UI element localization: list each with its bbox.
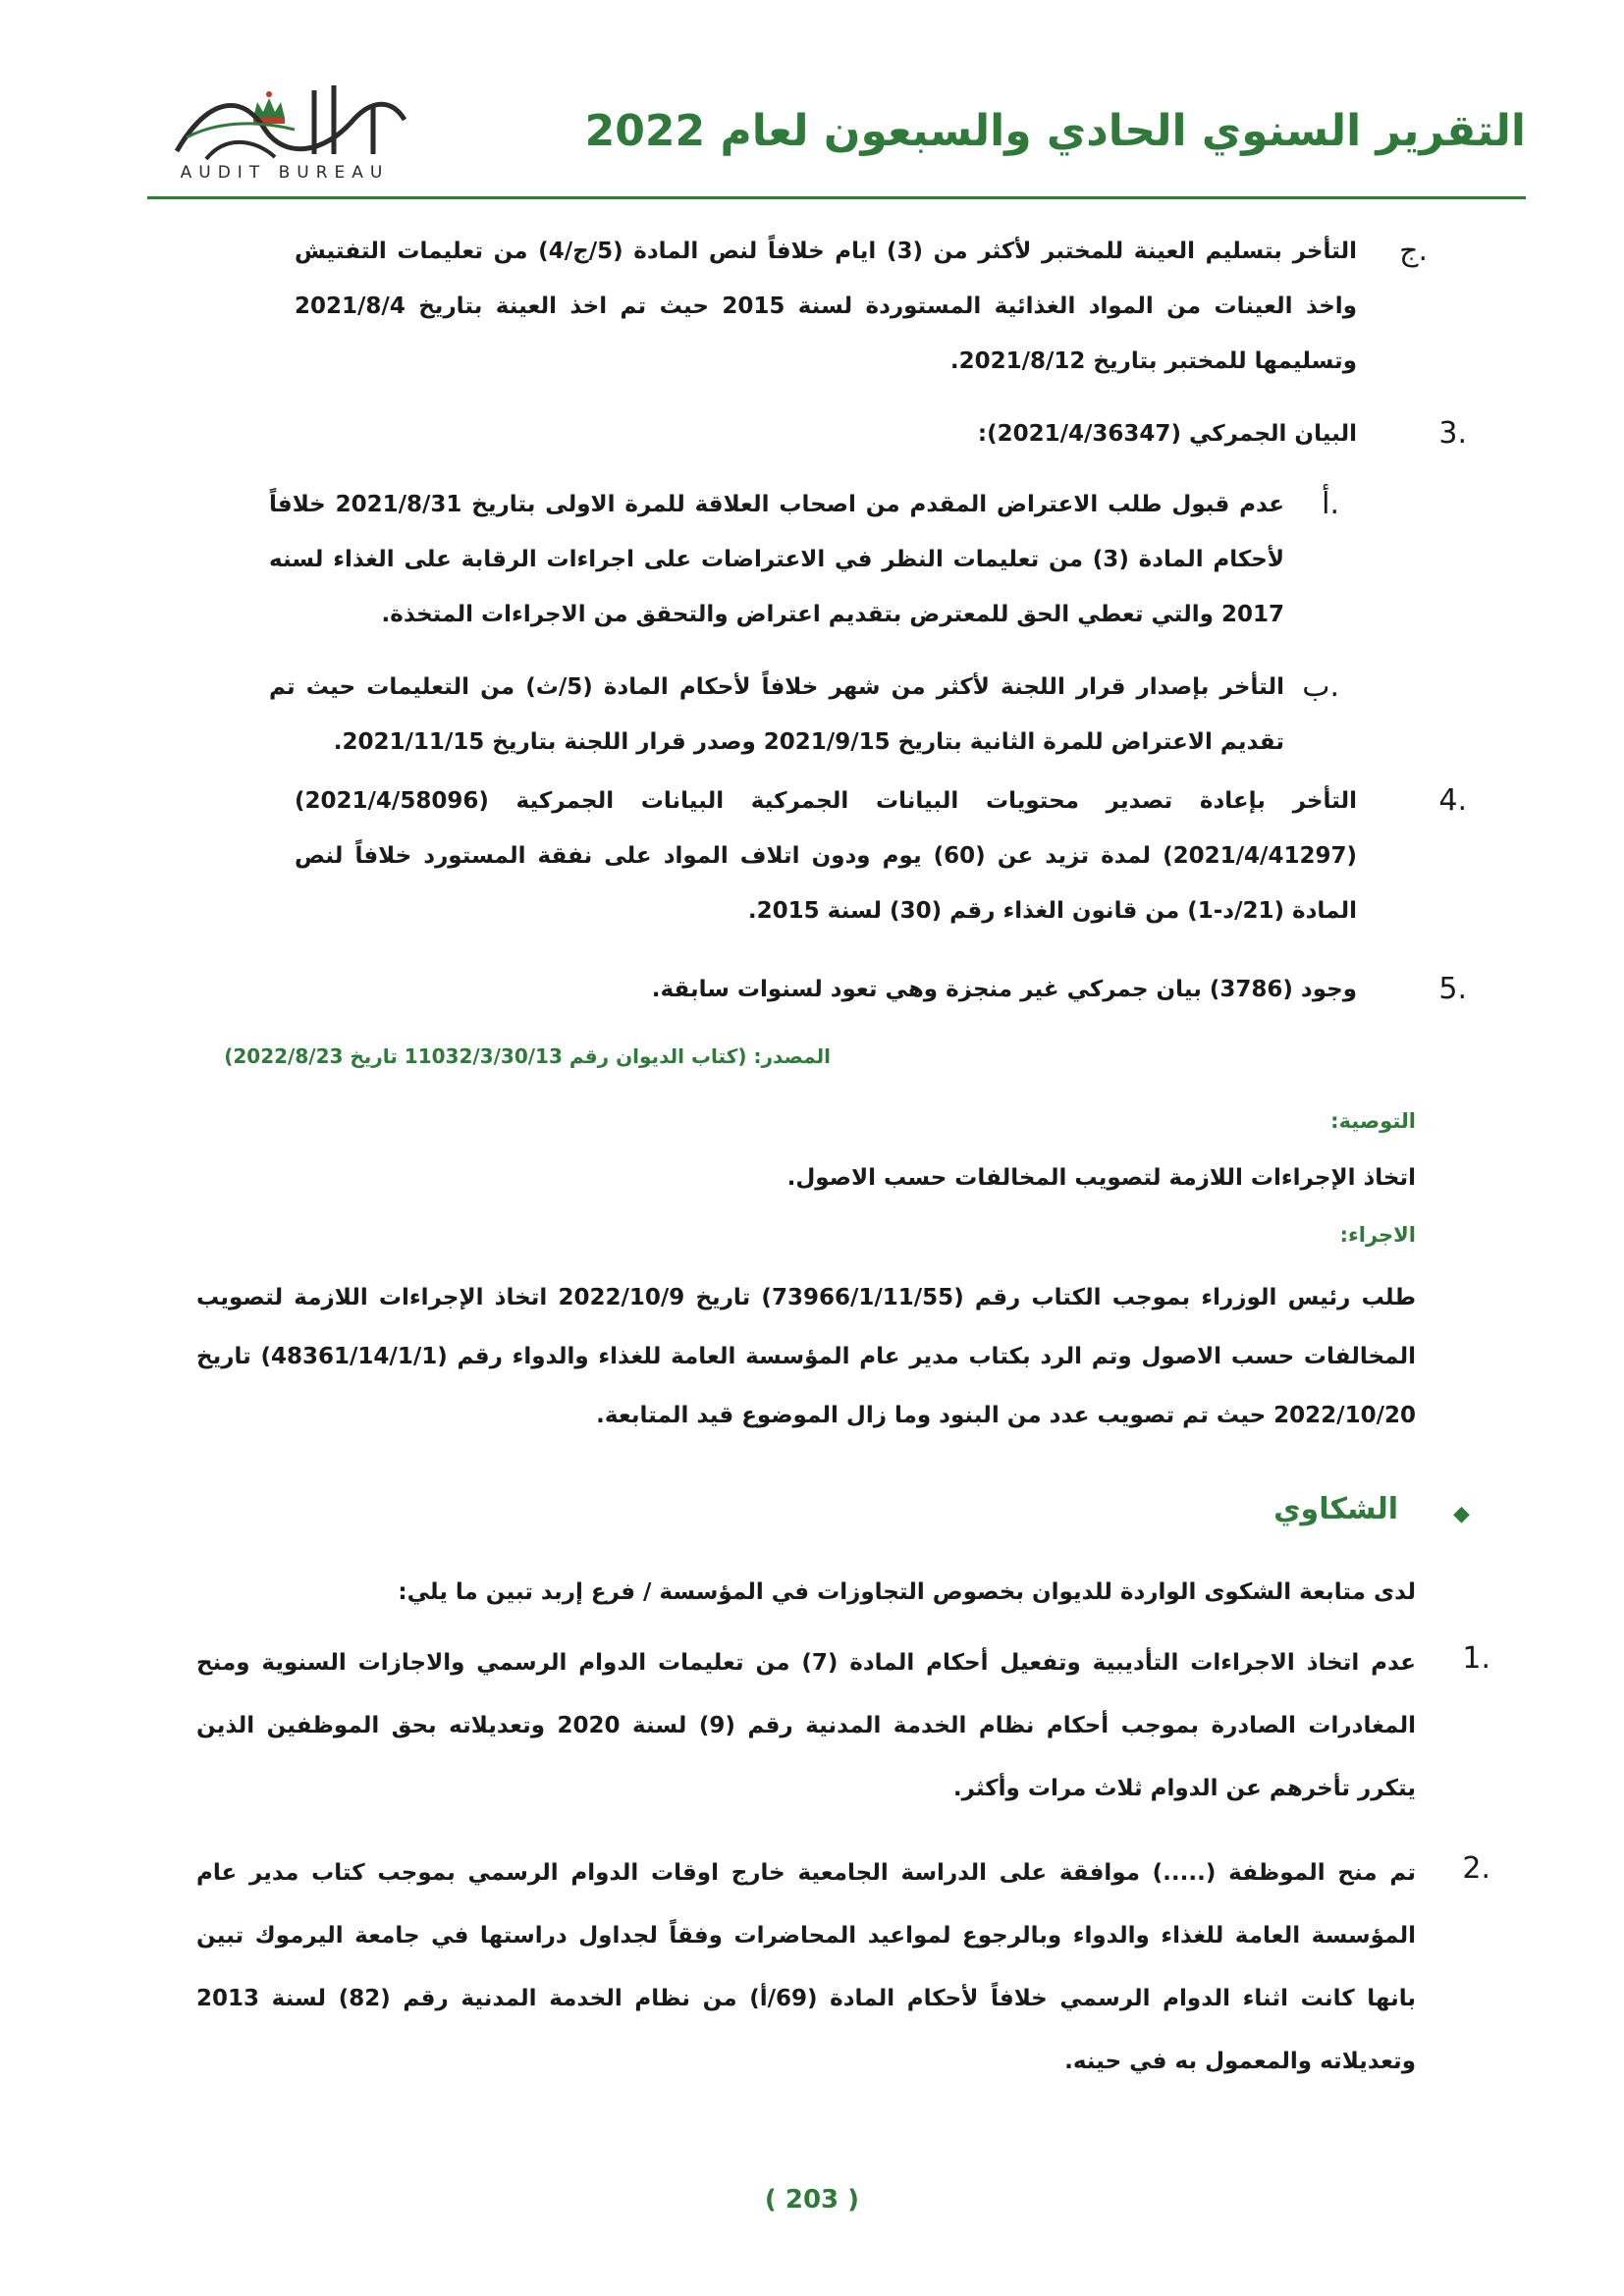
logo-caption: AUDIT BUREAU xyxy=(180,163,390,183)
item-4-text: التأخر بإعادة تصدير محتويات البيانات الجمركية البيانات الجمركية (2021/4/58096) (2021/4/41297) لمدة تزيد عن (60) يوم ودون اتلاف المواد على نفقة المستورد خلافاً لنص المادة (21/د-1) من قانون الغذاء رقم (30) لسنة 2015. xyxy=(295,788,1357,924)
item-3a-marker: أ. xyxy=(1322,487,1339,521)
page-number: ( 203 ) xyxy=(764,2185,860,2215)
header-divider xyxy=(147,196,1526,199)
diamond-bullet-icon: ◆ xyxy=(1453,1502,1470,1526)
item-3-marker: 3. xyxy=(1438,416,1467,451)
item-3b-text: التأخر بإصدار قرار اللجنة لأكثر من شهر خلافاً لأحكام المادة (5/ث) من التعليمات حيث تم تقديم الاعتراض للمرة الثانية بتاريخ 2021/9/15 وصدر قرار اللجنة بتاريخ 2021/11/15. xyxy=(269,674,1284,755)
complaint-1-text: عدم اتخاذ الاجراءات التأديبية وتفعيل أحكام المادة (7) من تعليمات الدوام الرسمي والاجازات السنوية ومنح المغادرات الصادرة بموجب أحكام نظام الخدمة المدنية رقم (9) لسنة 2020 وتعديلاته بحق الموظفين الذين يتكرر تأخرهم عن الدوام ثلاث مرات وأكثر. xyxy=(196,1650,1416,1801)
complaints-heading: الشكاوي xyxy=(1273,1492,1398,1526)
item-4-marker: 4. xyxy=(1438,783,1467,818)
recommendation-label: التوصية: xyxy=(1330,1109,1416,1133)
item-3-text: البيان الجمركي (2021/4/36347): xyxy=(977,421,1357,447)
item-c-text: التأخر بتسليم العينة للمختبر لأكثر من (3) ايام خلافاً لنص المادة (5/ج/4) من تعليمات التفتيش واخذ العينات من المواد الغذائية المستوردة لسنة 2015 حيث تم اخذ العينة بتاريخ 2021/8/4 وتسليمها للمختبر بتاريخ 2021/8/12. xyxy=(295,239,1357,374)
complaint-1-marker: 1. xyxy=(1462,1641,1490,1676)
complaint-2-text: تم منح الموظفة (.....) موافقة على الدراسة الجامعية خارج اوقات الدوام الرسمي بموجب كتاب مدير عام المؤسسة العامة للغذاء والدواء وبالرجوع لمواعيد المحاضرات وفقاً لجداول دراستها في جامعة اليرموك تبين بانها كانت اثناء الدوام الرسمي خلافاً لأحكام المادة (69/أ) من نظام الخدمة المدنية رقم (82) لسنة 2013 وتعديلاته والمعمول به في حينه. xyxy=(196,1860,1416,2074)
report-title: التقرير السنوي الحادي والسبعون لعام 2022 xyxy=(584,106,1526,156)
item-3a-text: عدم قبول طلب الاعتراض المقدم من اصحاب العلاقة للمرة الاولى بتاريخ 2021/8/31 خلافاً لأحكام المادة (3) من تعليمات النظر في الاعتراضات على اجراءات الرقابة على الغذاء لسنه 2017 والتي تعطي الحق للمعترض بتقديم اعتراض والتحقق من الاجراءات المتخذة. xyxy=(269,492,1284,627)
item-5-marker: 5. xyxy=(1438,972,1467,1006)
action-label: الاجراء: xyxy=(1339,1223,1416,1247)
complaint-2-marker: 2. xyxy=(1462,1851,1490,1886)
item-3b-marker: ب. xyxy=(1302,669,1339,704)
action-text: طلب رئيس الوزراء بموجب الكتاب رقم (73966/1/11/55) تاريخ 2022/10/9 اتخاذ الإجراءات اللازمة لتصويب المخالفات حسب الاصول وتم الرد بكتاب مدير عام المؤسسة العامة للغذاء والدواء رقم (48361/14/1/1) تاريخ 2022/10/20 حيث تم تصويب عدد من البنود وما زال الموضوع قيد المتابعة. xyxy=(196,1285,1416,1428)
recommendation-text: اتخاذ الإجراءات اللازمة لتصويب المخالفات حسب الاصول. xyxy=(786,1165,1416,1191)
complaints-intro: لدى متابعة الشكوى الواردة للديوان بخصوص التجاوزات في المؤسسة / فرع إربد تبين ما يلي: xyxy=(398,1579,1416,1605)
source-reference: المصدر: (كتاب الديوان رقم 11032/3/30/13 تاريخ 2022/8/23) xyxy=(224,1044,831,1068)
item-c-marker: ج. xyxy=(1399,234,1428,268)
item-5-text: وجود (3786) بيان جمركي غير منجزة وهي تعود لسنوات سابقة. xyxy=(651,977,1357,1002)
